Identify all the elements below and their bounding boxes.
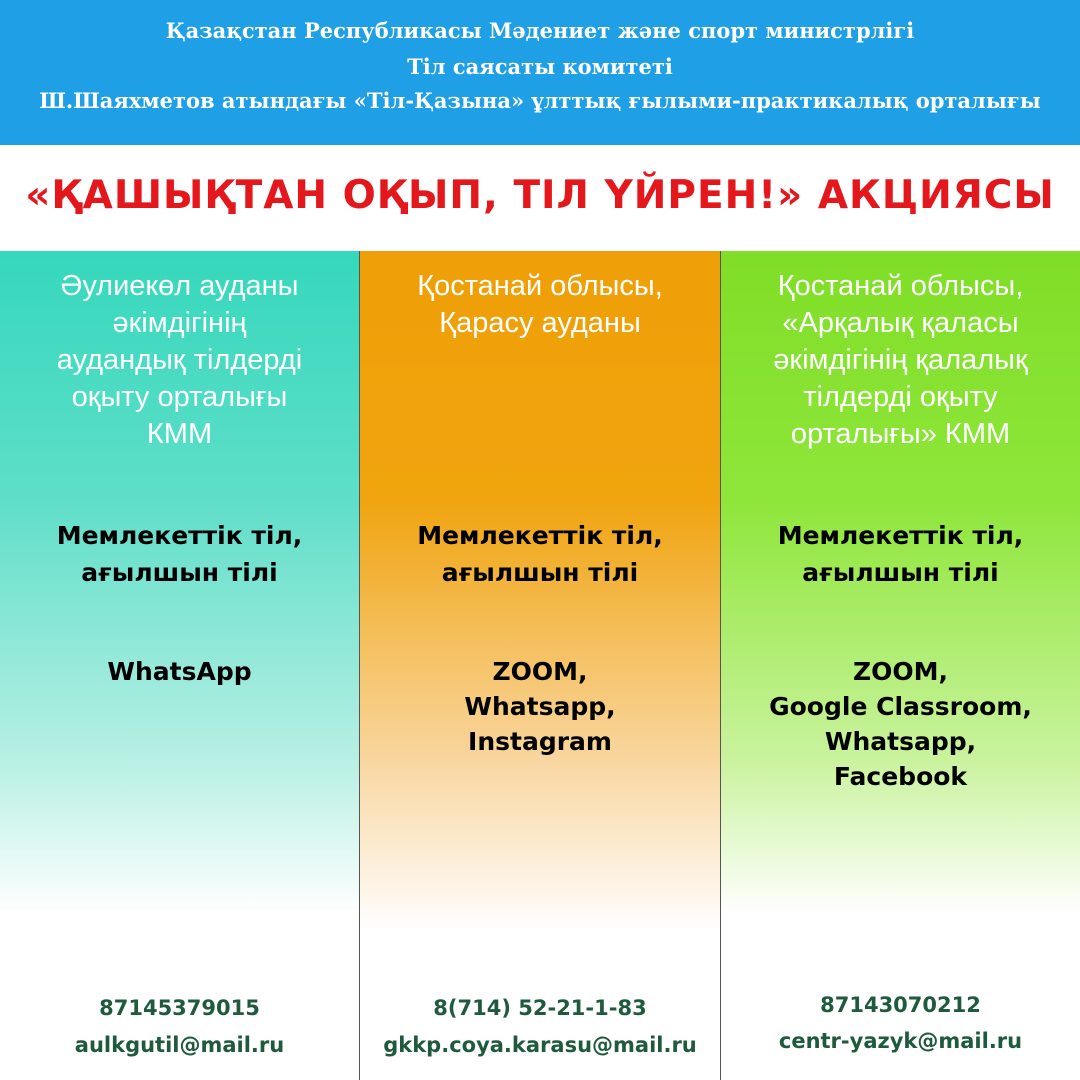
language-line: Мемлекеттік тіл, — [777, 521, 1024, 550]
languages — [6, 517, 353, 591]
language-line: ағылшын тілі — [802, 558, 999, 587]
organization-name — [6, 268, 353, 453]
organization-name-line: аудандық тілдерді — [56, 344, 303, 376]
campaign-title-band — [0, 145, 1080, 251]
language-line: ағылшын тілі — [441, 558, 639, 587]
platform-item: Google Classroom, — [769, 692, 1032, 721]
ministry-title: Қазақстан Республикасы Мәдениет және спорт министрлігі — [165, 18, 915, 43]
platforms — [364, 654, 716, 759]
language-line: Мемлекеттік тіл, — [417, 521, 663, 550]
phone-number[interactable]: 87145379015 — [99, 996, 260, 1020]
languages — [727, 517, 1074, 591]
language-line: ағылшын тілі — [81, 558, 278, 587]
platform-item: ZOOM, — [852, 657, 948, 686]
center-column-aulie-kol — [0, 251, 359, 1080]
platform-item: Instagram — [468, 727, 612, 756]
phone-number[interactable]: 87143070212 — [820, 993, 981, 1017]
committee-title: Тіл саясаты комитеті — [407, 54, 673, 79]
organization-name-line: әкімдігінің — [112, 307, 247, 339]
platform-item: WhatsApp — [107, 657, 252, 686]
platform-item: Whatsapp, — [824, 727, 977, 756]
organization-name-line: Әулиекөл ауданы — [60, 270, 299, 302]
organization-name-line: әкімдігінің қалалық — [773, 344, 1028, 376]
center-column-arkalyk — [721, 251, 1080, 1080]
center-column-karasu — [359, 251, 721, 1080]
languages — [366, 517, 714, 591]
platform-item: ZOOM, — [492, 657, 588, 686]
campaign-title: «ҚАШЫҚТАН ОҚЫП, ТІЛ ҮЙРЕН!» АКЦИЯСЫ — [25, 173, 1055, 218]
language-line: Мемлекеттік тіл, — [56, 521, 303, 550]
organization-name-line: Қостанай облысы, — [417, 270, 663, 302]
email-address[interactable]: centr-yazyk@mail.ru — [778, 1029, 1023, 1053]
center-title: Ш.Шаяхметов атындағы «Тіл-Қазына» ұлттық ғылыми-практикалық орталығы — [39, 88, 1041, 113]
organization-name-line: Қостанай облысы, — [777, 270, 1024, 302]
organization-name-line: тілдерді оқыту — [803, 381, 998, 413]
organization-name-line: Қарасу ауданы — [439, 307, 641, 339]
header-banner — [0, 0, 1080, 145]
organization-name-line: КММ — [146, 418, 213, 450]
organization-name-line: оқыту орталығы — [71, 381, 288, 413]
organization-name-line: орталығы» КММ — [790, 418, 1011, 450]
organization-name-line: «Арқалық қаласы — [782, 307, 1019, 339]
organization-name — [366, 268, 714, 342]
email-address[interactable]: aulkgutil@mail.ru — [74, 1033, 285, 1057]
organization-name — [727, 268, 1074, 453]
platforms — [4, 654, 355, 689]
platform-item: Whatsapp, — [464, 692, 616, 721]
email-address[interactable]: gkkp.coya.karasu@mail.ru — [383, 1033, 697, 1057]
platform-item: Facebook — [833, 762, 968, 791]
platforms — [725, 654, 1076, 794]
phone-number[interactable]: 8(714) 52-21-1-83 — [433, 996, 647, 1020]
